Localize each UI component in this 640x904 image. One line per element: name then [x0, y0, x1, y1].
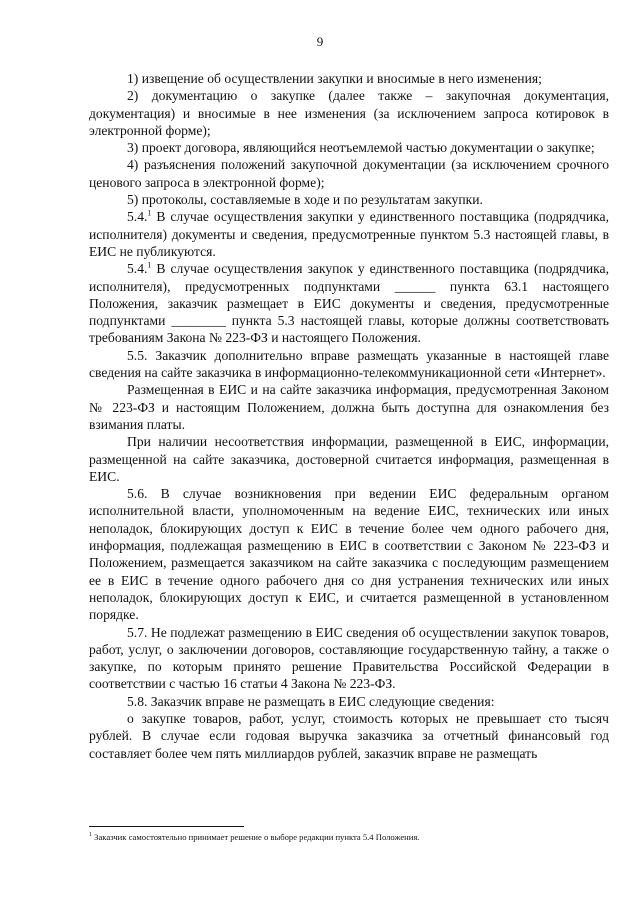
- footnote-reference: 1: [147, 260, 152, 270]
- clause-5-8: [89, 693, 609, 710]
- clause-5-5: [89, 347, 609, 382]
- list-item-draft-contract: [89, 139, 609, 156]
- paragraph-text: В случае осуществления закупок у единственного поставщика (подрядчика, исполнителя), предусмотренных подпунктами ______ пункта 63.1 настоящего Положения, заказчик размещает в ЕИС документы и сведения, предусмотренные подпунктами ________ пункта 5.3 настоящей главы, которые должны соответствовать требованиям Закона № 223-ФЗ и настоящего Положения.: [89, 261, 609, 346]
- paragraph-text: 5.7. Не подлежат размещению в ЕИС сведения об осуществлении закупок товаров, работ, услуг, о заключении договоров, составляющие государственную тайну, а также о закупке, по которым принято решение Правительства Российской Федерации в соответствии с частью 16 статьи 4 Закона № 223-ФЗ.: [89, 624, 609, 692]
- paragraph-text: 5.8. Заказчик вправе не размещать в ЕИС следующие сведения:: [127, 693, 495, 709]
- paragraph-text: При наличии несоответствия информации, размещенной в ЕИС, информации, размещенной на сайте заказчика, достоверной считается информация, размещенная в ЕИС.: [89, 434, 609, 484]
- list-item-protocols: [89, 191, 609, 208]
- clause-number: 5.4.: [127, 261, 148, 277]
- paragraph-text: В случае осуществления закупки у единственного поставщика (подрядчика, исполнителя) документы и сведения, предусмотренные пунктом 5.3 настоящей главы, в ЕИС не публикуются.: [89, 209, 609, 259]
- clause-5-4-variant-a: [89, 208, 609, 260]
- paragraph-text: 3) проект договора, являющийся неотъемлемой частью документации о закупке;: [127, 140, 595, 156]
- page-number: 9: [316, 34, 324, 49]
- footnote-mark: 1: [89, 832, 92, 839]
- list-item-clarifications: [89, 156, 609, 191]
- paragraph-text: 5.6. В случае возникновения при ведении ЕИС федеральным органом исполнительной власти, уполномоченным на ведение ЕИС, технических или иных неполадок, блокирующих доступ к ЕИС в течение более чем одного рабочего дня, информация, подлежащая размещению в ЕИС в соответствии с Законом № 223-ФЗ и Положением, размещается заказчиком на сайте заказчика с последующим размещением ее в ЕИС в течение одного рабочего дня со дня устранения технических или иных неполадок, блокирующих доступ к ЕИС, и считается размещенной в установленном порядке.: [89, 486, 609, 623]
- paragraph-text: 5) протоколы, составляемые в ходе и по результатам закупки.: [127, 192, 483, 208]
- footnote-reference: 1: [147, 208, 152, 218]
- paragraph-text: 2) документацию о закупке (далее также – закупочная документация, документация) и вносимые в нее изменения (за исключением запроса котировок в электронной форме);: [89, 88, 609, 138]
- list-item-notice: [89, 70, 609, 87]
- paragraph-text: о закупке товаров, работ, услуг, стоимость которых не превышает сто тысяч рублей. В случае если годовая выручка заказчика за отчетный финансовый год составляет более чем пять миллиардов рублей, заказчик вправе не размещать: [89, 710, 609, 761]
- document-body: [89, 70, 609, 762]
- footnote: [89, 832, 609, 843]
- footnote-separator: [89, 826, 244, 827]
- clause-5-6: [89, 485, 609, 623]
- clause-5-7: [89, 624, 609, 693]
- paragraph-text: Размещенная в ЕИС и на сайте заказчика информация, предусмотренная Законом № 223-ФЗ и настоящим Положением, должна быть доступна для ознакомления без взимания платы.: [89, 382, 609, 432]
- paragraph-discrepancy: [89, 433, 609, 485]
- paragraph-text: 4) разъяснения положений закупочной документации (за исключением срочного ценового запроса в электронной форме);: [89, 157, 609, 190]
- clause-number: 5.4.: [127, 209, 148, 225]
- list-item-documentation: [89, 87, 609, 139]
- paragraph-text: 5.5. Заказчик дополнительно вправе размещать указанные в настоящей главе сведения на сайте заказчика в информационно-телекоммуникационной сети «Интернет».: [89, 347, 609, 381]
- paragraph-small-purchases: [89, 710, 609, 762]
- paragraph-text: 1) извещение об осуществлении закупки и вносимые в него изменения;: [127, 71, 542, 86]
- clause-5-4-variant-b: [89, 260, 609, 346]
- paragraph-free-access: [89, 381, 609, 433]
- footnote-text: Заказчик самостоятельно принимает решение о выборе редакции пункта 5.4 Положения.: [92, 832, 420, 842]
